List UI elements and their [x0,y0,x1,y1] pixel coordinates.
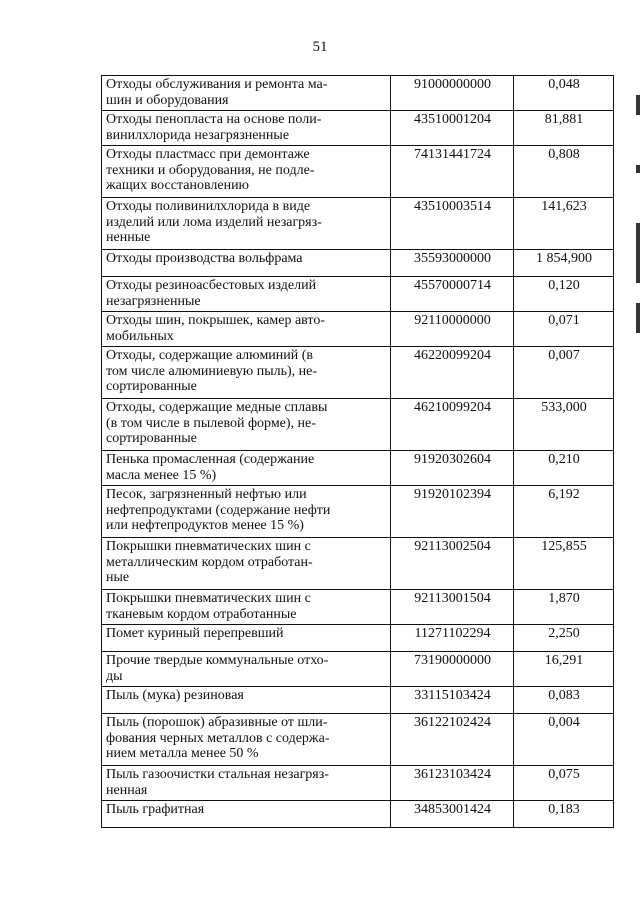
table-row [102,801,614,828]
waste-amount-cell: 0,007 [514,347,614,399]
waste-amount-cell: 533,000 [514,399,614,451]
waste-name-cell: Помет куриный перепревший [102,625,391,652]
waste-code-cell: 91920102394 [391,486,514,538]
waste-name-cell: Отходы, содержащие медные сплавы (в том числе в пылевой форме), не- сортированные [102,399,391,451]
table-row [102,146,614,198]
waste-name-cell: Отходы пенопласта на основе поли- винилхлорида незагрязненные [102,111,391,146]
waste-code-cell: 91000000000 [391,76,514,111]
waste-code-cell: 46220099204 [391,347,514,399]
waste-amount-cell: 0,120 [514,277,614,312]
waste-amount-cell: 0,808 [514,146,614,198]
waste-table-body [102,76,614,828]
table-row [102,277,614,312]
waste-name-cell: Пыль (порошок) абразивные от шли- фования черных металлов с содержа- нием металла менее 50 % [102,714,391,766]
table-row [102,312,614,347]
waste-name-cell: Отходы шин, покрышек, камер авто- мобильных [102,312,391,347]
waste-amount-cell: 0,083 [514,687,614,714]
table-row [102,538,614,590]
waste-table [101,75,614,828]
waste-code-cell: 36123103424 [391,766,514,801]
table-row [102,714,614,766]
table-row [102,486,614,538]
waste-amount-cell: 1,870 [514,590,614,625]
waste-name-cell: Отходы поливинилхлорида в виде изделий или лома изделий незагряз- ненные [102,198,391,250]
waste-code-cell: 92113001504 [391,590,514,625]
table-row [102,766,614,801]
waste-code-cell: 36122102424 [391,714,514,766]
waste-amount-cell: 1 854,900 [514,250,614,277]
waste-code-cell: 11271102294 [391,625,514,652]
page-number: 51 [312,39,328,55]
table-row [102,652,614,687]
waste-name-cell: Покрышки пневматических шин с металлическим кордом отработан- ные [102,538,391,590]
waste-name-cell: Покрышки пневматических шин с тканевым кордом отработанные [102,590,391,625]
waste-name-cell: Отходы, содержащие алюминий (в том числе алюминиевую пыль), не- сортированные [102,347,391,399]
waste-code-cell: 35593000000 [391,250,514,277]
waste-name-cell: Пыль (мука) резиновая [102,687,391,714]
waste-amount-cell: 2,250 [514,625,614,652]
table-row [102,399,614,451]
waste-name-cell: Пыль газоочистки стальная незагряз- ненная [102,766,391,801]
table-row [102,347,614,399]
waste-name-cell: Пыль графитная [102,801,391,828]
waste-code-cell: 46210099204 [391,399,514,451]
waste-amount-cell: 6,192 [514,486,614,538]
waste-code-cell: 33115103424 [391,687,514,714]
waste-amount-cell: 16,291 [514,652,614,687]
waste-amount-cell: 81,881 [514,111,614,146]
waste-code-cell: 91920302604 [391,451,514,486]
waste-code-cell: 92110000000 [391,312,514,347]
waste-name-cell: Песок, загрязненный нефтью или нефтепродуктами (содержание нефти или нефтепродуктов менее 15 %) [102,486,391,538]
table-row [102,250,614,277]
waste-amount-cell: 0,004 [514,714,614,766]
waste-code-cell: 74131441724 [391,146,514,198]
waste-amount-cell: 0,210 [514,451,614,486]
page-edge-artifact [634,95,640,385]
waste-code-cell: 92113002504 [391,538,514,590]
waste-code-cell: 43510003514 [391,198,514,250]
waste-code-cell: 45570000714 [391,277,514,312]
waste-code-cell: 73190000000 [391,652,514,687]
waste-name-cell: Отходы пластмасс при демонтаже техники и оборудования, не подле- жащих восстановлению [102,146,391,198]
waste-amount-cell: 0,071 [514,312,614,347]
waste-name-cell: Отходы производства вольфрама [102,250,391,277]
waste-amount-cell: 0,075 [514,766,614,801]
table-row [102,198,614,250]
table-row [102,687,614,714]
waste-amount-cell: 0,183 [514,801,614,828]
waste-name-cell: Прочие твердые коммунальные отхо- ды [102,652,391,687]
waste-amount-cell: 0,048 [514,76,614,111]
table-row [102,625,614,652]
waste-amount-cell: 125,855 [514,538,614,590]
waste-name-cell: Отходы резиноасбестовых изделий незагрязненные [102,277,391,312]
waste-name-cell: Пенька промасленная (содержание масла менее 15 %) [102,451,391,486]
waste-name-cell: Отходы обслуживания и ремонта ма- шин и оборудования [102,76,391,111]
table-row [102,451,614,486]
waste-code-cell: 43510001204 [391,111,514,146]
table-row [102,111,614,146]
table-row [102,590,614,625]
waste-amount-cell: 141,623 [514,198,614,250]
waste-code-cell: 34853001424 [391,801,514,828]
table-row [102,76,614,111]
